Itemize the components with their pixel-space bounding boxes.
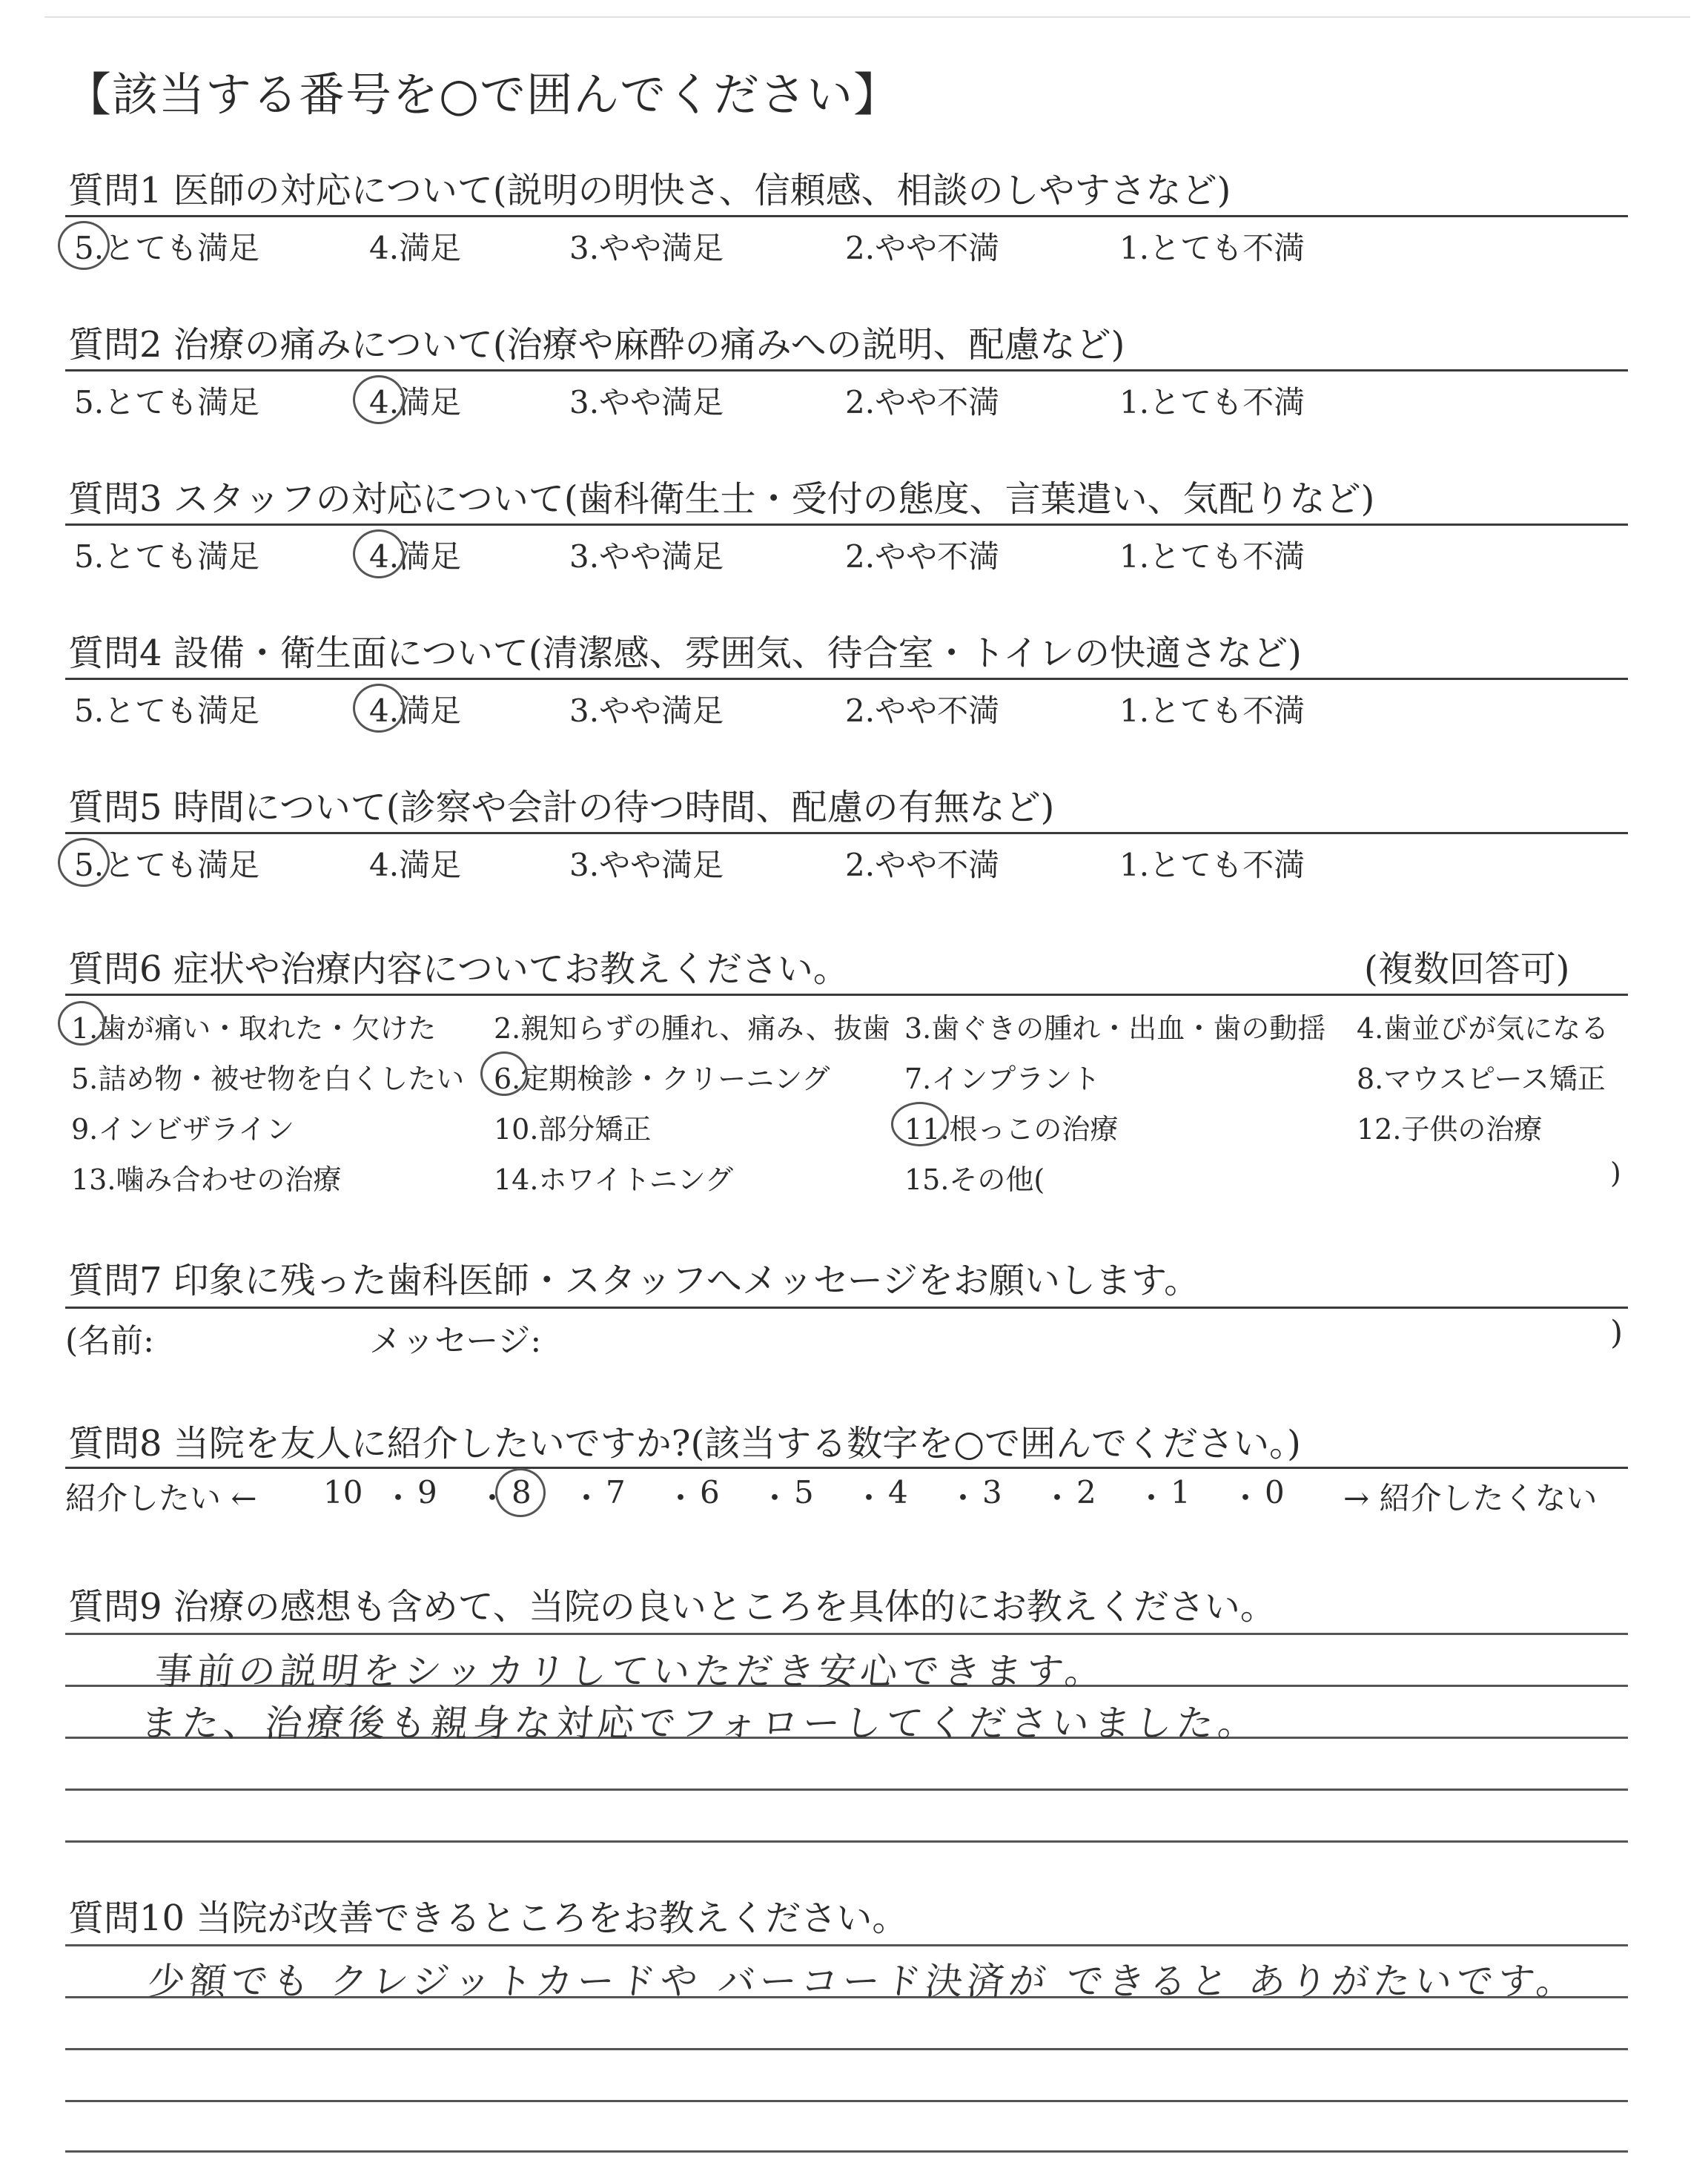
q1-selected-circle	[58, 221, 110, 270]
q10-label: 質問10 当院が改善できるところをお教えください。	[68, 1898, 908, 1939]
q5-option-5[interactable]: 5.とても満足	[74, 847, 260, 883]
q9-answer-line-1: 事前の説明をシッカリしていただき安心できます。	[153, 1650, 1109, 1693]
q6-selected-circle-6	[480, 1051, 528, 1096]
q6-option-2[interactable]: 2.親知らずの腫れ、痛み、抜歯	[494, 1012, 890, 1045]
q8-scale-6[interactable]: 6	[700, 1474, 720, 1510]
q8-separator: ・	[853, 1480, 885, 1516]
q4-option-1[interactable]: 1.とても不満	[1119, 693, 1305, 729]
q6-label: 質問6 症状や治療内容についてお教えください。	[68, 948, 849, 990]
q2-option-5[interactable]: 5.とても満足	[74, 384, 260, 420]
q6-selected-circle-11	[891, 1102, 949, 1146]
q8-selected-circle	[495, 1468, 546, 1517]
q10-answer-line-1: 少額でも クレジットカードや バーコード決済が できると ありがたいです。	[145, 1960, 1580, 2003]
q6-selected-circle-1	[58, 1001, 105, 1046]
question-3-rule	[65, 524, 1628, 526]
q3-option-1[interactable]: 1.とても不満	[1119, 538, 1305, 575]
question-5-rule	[65, 832, 1628, 834]
q8-separator: ・	[1136, 1480, 1168, 1516]
q7-name-label: (名前:	[65, 1322, 154, 1360]
q9-answer-line-2: また、治療後も親身な対応でフォローしてくださいました。	[138, 1702, 1262, 1745]
q6-note: (複数回答可)	[1364, 948, 1570, 990]
q1-option-4[interactable]: 4.満足	[369, 230, 462, 266]
q2-option-1[interactable]: 1.とても不満	[1119, 384, 1305, 420]
q10-writing-line	[65, 1944, 1628, 1946]
q8-scale-10[interactable]: 10	[323, 1474, 363, 1510]
q7-close-paren: )	[1610, 1314, 1623, 1352]
q8-separator: ・	[665, 1480, 697, 1516]
q5-option-1[interactable]: 1.とても不満	[1119, 847, 1305, 883]
q6-option-10[interactable]: 10.部分矯正	[494, 1113, 652, 1146]
q9-label: 質問9 治療の感想も含めて、当院の良いところを具体的にお教えください。	[68, 1586, 1276, 1628]
q6-option-5[interactable]: 5.詰め物・被せ物を白くしたい	[71, 1063, 465, 1095]
q10-writing-line	[65, 2048, 1628, 2050]
question-3-label: 質問3 スタッフの対応について(歯科衛生士・受付の態度、言葉遣い、気配りなど)	[68, 478, 1375, 520]
q10-writing-line	[65, 2150, 1628, 2153]
q5-option-4[interactable]: 4.満足	[369, 847, 462, 883]
q8-rule	[65, 1467, 1628, 1469]
q6-option-3[interactable]: 3.歯ぐきの腫れ・出血・歯の動揺	[904, 1012, 1326, 1045]
q6-option-6[interactable]: 6.定期検診・クリーニング	[494, 1063, 830, 1095]
question-2-rule	[65, 369, 1628, 371]
q8-separator: ・	[1230, 1480, 1262, 1516]
top-border	[44, 16, 1690, 18]
q1-option-5[interactable]: 5.とても満足	[74, 230, 260, 266]
q7-label: 質問7 印象に残った歯科医師・スタッフへメッセージをお願いします。	[68, 1260, 1200, 1301]
q4-option-5[interactable]: 5.とても満足	[74, 693, 260, 729]
q9-writing-line	[65, 1840, 1628, 1843]
q6-option-7[interactable]: 7.インプラント	[904, 1063, 1101, 1095]
q8-scale-7[interactable]: 7	[606, 1474, 626, 1510]
q8-separator: ・	[1042, 1480, 1073, 1516]
q9-writing-line	[65, 1789, 1628, 1791]
q3-option-5[interactable]: 5.とても満足	[74, 538, 260, 575]
q8-right-label: → 紹介したくない	[1343, 1480, 1598, 1516]
question-4-rule	[65, 678, 1628, 680]
instruction-heading: 【該当する番号を○で囲んでください】	[65, 67, 901, 122]
q2-option-3[interactable]: 3.やや満足	[569, 384, 724, 420]
q6-option-8[interactable]: 8.マウスピース矯正	[1357, 1063, 1606, 1095]
q10-writing-line	[65, 2100, 1628, 2102]
q8-scale-0[interactable]: 0	[1265, 1474, 1285, 1510]
q7-rule	[65, 1307, 1628, 1309]
q8-scale-8[interactable]: 8	[512, 1474, 532, 1510]
q8-label: 質問8 当院を友人に紹介したいですか?(該当する数字を○で囲んでください。)	[68, 1423, 1301, 1464]
q8-scale-4[interactable]: 4	[888, 1474, 908, 1510]
q8-separator: ・	[383, 1480, 414, 1516]
q8-scale-3[interactable]: 3	[982, 1474, 1002, 1510]
q8-scale-9[interactable]: 9	[417, 1474, 437, 1510]
q8-separator: ・	[571, 1480, 603, 1516]
q6-option-4[interactable]: 4.歯並びが気になる	[1357, 1012, 1609, 1045]
q4-option-2[interactable]: 2.やや不満	[845, 693, 1000, 729]
q1-option-2[interactable]: 2.やや不満	[845, 230, 1000, 266]
q6-rule	[65, 994, 1628, 996]
q3-selected-circle	[353, 529, 405, 578]
q6-option-13[interactable]: 13.噛み合わせの治療	[71, 1163, 342, 1196]
q8-scale-2[interactable]: 2	[1076, 1474, 1096, 1510]
q6-option-1[interactable]: 1.歯が痛い・取れた・欠けた	[71, 1012, 437, 1045]
q8-scale-1[interactable]: 1	[1171, 1474, 1191, 1510]
q4-selected-circle	[353, 684, 405, 733]
q8-left-label: 紹介したい ←	[65, 1480, 257, 1516]
q4-option-4[interactable]: 4.満足	[369, 693, 462, 729]
q8-separator: ・	[947, 1480, 979, 1516]
q1-option-3[interactable]: 3.やや満足	[569, 230, 724, 266]
q5-option-2[interactable]: 2.やや不満	[845, 847, 1000, 883]
q8-scale-5[interactable]: 5	[794, 1474, 814, 1510]
q1-option-1[interactable]: 1.とても不満	[1119, 230, 1305, 266]
q2-option-2[interactable]: 2.やや不満	[845, 384, 1000, 420]
q4-option-3[interactable]: 3.やや満足	[569, 693, 724, 729]
q6-option-12[interactable]: 12.子供の治療	[1357, 1113, 1543, 1146]
q6-option-15[interactable]: 15.その他(	[904, 1163, 1045, 1196]
question-4-label: 質問4 設備・衛生面について(清潔感、雰囲気、待合室・トイレの快適さなど)	[68, 633, 1302, 674]
question-5-label: 質問5 時間について(診察や会計の待つ時間、配慮の有無など)	[68, 787, 1055, 828]
q2-selected-circle	[353, 375, 405, 424]
q6-option-16[interactable]: )	[1610, 1157, 1621, 1189]
q6-option-9[interactable]: 9.インビザライン	[71, 1113, 295, 1146]
question-1-label: 質問1 医師の対応について(説明の明快さ、信頼感、相談のしやすさなど)	[68, 170, 1231, 211]
q3-option-2[interactable]: 2.やや不満	[845, 538, 1000, 575]
q5-selected-circle	[58, 838, 110, 887]
q6-option-14[interactable]: 14.ホワイトニング	[494, 1163, 734, 1196]
q5-option-3[interactable]: 3.やや満足	[569, 847, 724, 883]
q7-message-label: メッセージ:	[369, 1322, 542, 1360]
q8-separator: ・	[759, 1480, 791, 1516]
q2-option-4[interactable]: 4.満足	[369, 384, 462, 420]
question-1-rule	[65, 215, 1628, 217]
q6-option-11[interactable]: 11.根っこの治療	[904, 1113, 1119, 1146]
q9-writing-line	[65, 1633, 1628, 1635]
q3-option-4[interactable]: 4.満足	[369, 538, 462, 575]
q3-option-3[interactable]: 3.やや満足	[569, 538, 724, 575]
q8-separator: ・	[477, 1480, 509, 1516]
question-2-label: 質問2 治療の痛みについて(治療や麻酔の痛みへの説明、配慮など)	[68, 324, 1125, 366]
